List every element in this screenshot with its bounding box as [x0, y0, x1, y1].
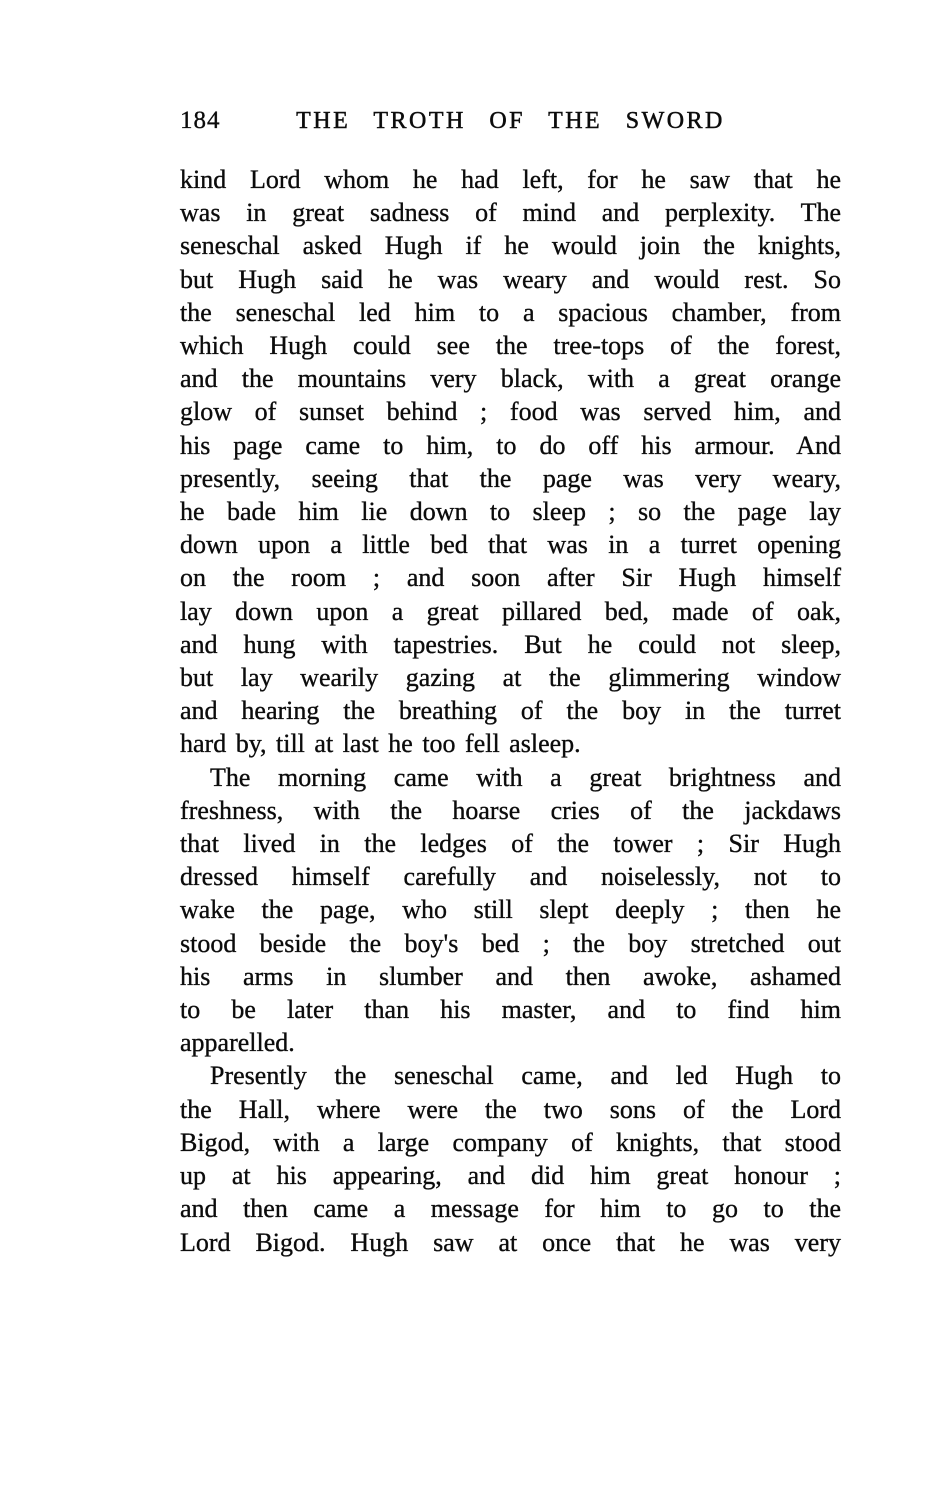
text-line: his page came to him, to do off his armour. And	[180, 430, 841, 460]
text-line: freshness, with the hoarse cries of the jackdaws	[180, 795, 841, 825]
page-number: 184	[180, 107, 221, 134]
text-line: but Hugh said he was weary and would rest. So	[180, 264, 841, 294]
text-line: which Hugh could see the tree-tops of the forest,	[180, 331, 841, 361]
text-line: his arms in slumber and then awoke, ashamed	[180, 961, 841, 991]
running-header-title: THE TROTH OF THE SWORD	[296, 108, 725, 134]
text-line: The morning came with a great brightness and	[210, 762, 841, 792]
text-line: seneschal asked Hugh if he would join the knights,	[180, 231, 841, 261]
text-line: apparelled.	[180, 1028, 295, 1058]
text-line: on the room ; and soon after Sir Hugh himself	[180, 563, 841, 593]
page-text	[180, 163, 841, 1259]
text-line: and then came a message for him to go to the	[180, 1194, 841, 1224]
text-line: the seneschal led him to a spacious chamber, from	[180, 297, 841, 327]
text-line: he bade him lie down to sleep ; so the page lay	[180, 497, 841, 527]
text-line: Presently the seneschal came, and led Hugh to	[210, 1061, 841, 1091]
text-line: the Hall, where were the two sons of the Lord	[180, 1094, 841, 1124]
text-line: stood beside the boy's bed ; the boy stretched out	[180, 928, 841, 958]
text-line: and hung with tapestries. But he could not sleep,	[180, 629, 841, 659]
text-line: but lay wearily gazing at the glimmering window	[180, 663, 841, 693]
text-line: to be later than his master, and to find him	[180, 995, 841, 1025]
text-line: Bigod, with a large company of knights, that stood	[180, 1127, 841, 1157]
text-line: was in great sadness of mind and perplexity. The	[180, 198, 841, 228]
text-line: kind Lord whom he had left, for he saw that he	[180, 165, 841, 194]
running-header	[180, 104, 841, 138]
text-line: wake the page, who still slept deeply ; then he	[180, 895, 841, 925]
text-line: hard by, till at last he too fell asleep.	[180, 729, 581, 759]
text-line: presently, seeing that the page was very weary,	[180, 463, 841, 493]
text-line: down upon a little bed that was in a turret opening	[180, 530, 841, 560]
text-line: up at his appearing, and did him great honour ;	[180, 1161, 841, 1191]
text-line: dressed himself carefully and noiselessly, not to	[180, 862, 841, 892]
text-line: Lord Bigod. Hugh saw at once that he was very	[180, 1227, 841, 1257]
text-line: lay down upon a great pillared bed, made of oak,	[180, 596, 841, 626]
text-line: and the mountains very black, with a great orange	[180, 364, 841, 394]
text-line: and hearing the breathing of the boy in the turret	[180, 696, 841, 726]
text-line: glow of sunset behind ; food was served him, and	[180, 397, 841, 427]
text-line: that lived in the ledges of the tower ; Sir Hugh	[180, 829, 841, 859]
